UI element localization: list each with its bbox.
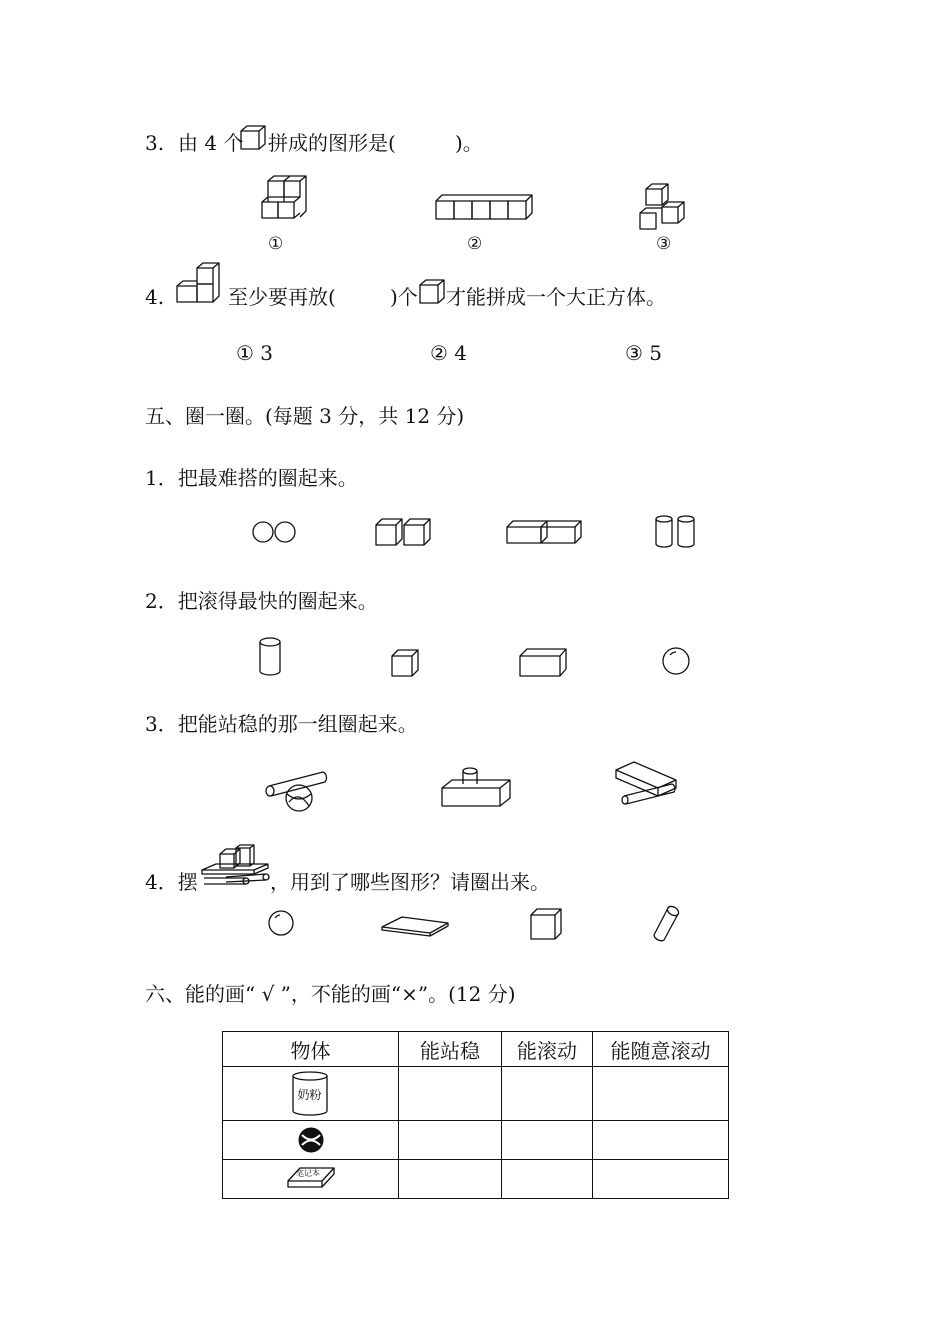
q3-number: 3. [145,131,165,155]
answer-cell[interactable] [593,1121,729,1160]
flat-board-figure [380,915,452,937]
object-cell [223,1067,399,1121]
section5-heading: 五、圈一圈。(每题 3 分，共 12 分) [145,404,465,428]
section6-heading: 六、能的画“ √ ”，不能的画“×”。(12 分) [145,982,516,1006]
q4-text-b: )个 [390,285,418,309]
train-toy-figure [200,844,272,892]
sphere-figure [662,647,692,677]
q3-text-a: 由 4 个 [178,131,244,155]
ball-figure [268,910,296,938]
s5-q3-text: 3．把能站稳的那一组圈起来。 [145,712,418,736]
answer-cell[interactable] [399,1160,502,1199]
header-can-roll-freely: 能随意滚动 [593,1032,729,1067]
notebook-label: 笔记本 [295,1168,320,1179]
cylinder-on-cuboid-figure [440,766,514,810]
q3-text-c: )。 [455,131,483,155]
notebook-icon [286,1165,336,1193]
q3-option1-figure [258,175,314,231]
block-cube-figure [529,907,563,941]
two-cubes-figure [374,518,434,548]
object-cell [223,1121,399,1160]
header-object: 物体 [223,1032,399,1067]
small-cube-icon [419,279,447,305]
small-cube-icon [240,125,268,151]
tilted-cylinder-figure [650,905,684,945]
answer-cell[interactable] [502,1067,593,1121]
cylinder-on-ball-figure [265,768,331,814]
table-row [223,1121,729,1160]
q4-text-a: 至少要再放( [228,285,336,309]
property-table [222,1031,729,1199]
q4-option1: ① 3 [236,341,274,365]
table-row [223,1160,729,1199]
s5-q2-text: 2．把滚得最快的圈起来。 [145,589,378,613]
header-can-stand: 能站稳 [399,1032,502,1067]
s5-q4-text: ，用到了哪些图形？请圈出来。 [270,870,550,894]
answer-cell[interactable] [399,1121,502,1160]
answer-cell[interactable] [502,1160,593,1199]
milk-powder-can-icon [291,1071,331,1117]
q3-option2-label: ② [467,234,483,254]
two-cylinders-figure [654,514,700,550]
s5-q1-text: 1．把最难搭的圈起来。 [145,466,358,490]
q4-option2: ② 4 [430,341,468,365]
answer-cell[interactable] [593,1160,729,1199]
q4-text-c: 才能拼成一个大正方体。 [446,285,666,309]
q3-option2-figure [435,194,533,222]
answer-cell[interactable] [593,1067,729,1121]
object-cell [223,1160,399,1199]
cuboid-on-cylinders-figure [612,760,686,808]
q3-option3-label: ③ [656,234,672,254]
table-header-row [223,1032,729,1067]
q3-text-b: 拼成的图形是( [268,131,396,155]
table-row [223,1067,729,1121]
q4-number: 4. [145,285,165,309]
ball-icon [297,1126,325,1154]
two-spheres-figure [252,520,298,544]
cube-figure [390,649,420,677]
q3-option3-figure [638,183,690,235]
milk-powder-label: 奶粉 [297,1087,322,1102]
cylinder-figure [258,637,284,679]
s5-q4-prefix: 4．摆 [145,870,198,894]
two-cuboids-figure [505,520,581,546]
header-can-roll: 能滚动 [502,1032,593,1067]
answer-cell[interactable] [502,1121,593,1160]
q4-option3: ③ 5 [625,341,663,365]
answer-cell[interactable] [399,1067,502,1121]
q3-option1-label: ① [268,234,284,254]
cuboid-figure [518,647,568,679]
q4-cube-figure [175,262,227,308]
